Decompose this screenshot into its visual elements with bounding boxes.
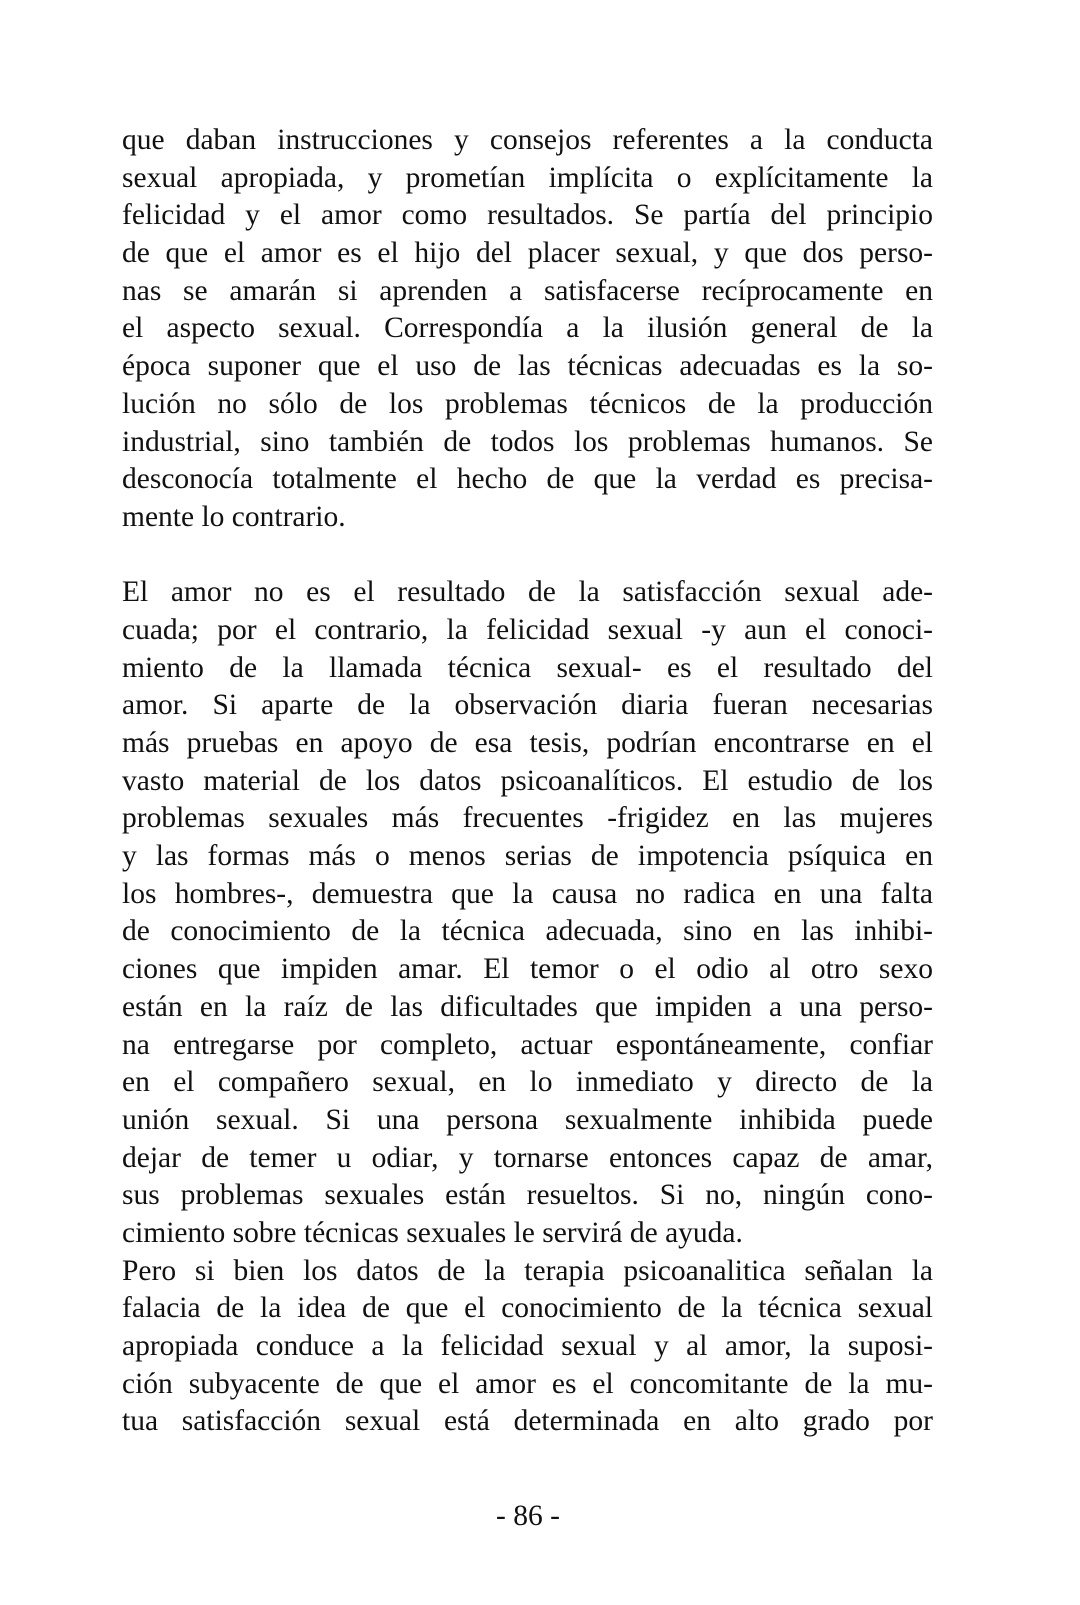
text-line: mente lo contrario.	[122, 500, 346, 533]
text-line: desconocía totalmente el hecho de que la verdad es precisa-	[122, 463, 933, 496]
text-line: felicidad y el amor como resultados. Se partía del principio	[122, 199, 933, 232]
text-line: amor. Si aparte de la observación diaria fueran necesarias	[122, 689, 933, 722]
paragraph-gap	[122, 537, 933, 575]
text-line: de conocimiento de la técnica adecuada, sino en las inhibi-	[122, 915, 933, 948]
text-line: sus problemas sexuales están resueltos. Si no, ningún cono-	[122, 1179, 933, 1212]
text-line: que daban instrucciones y consejos referentes a la conducta	[122, 124, 933, 156]
paragraph	[122, 122, 933, 537]
text-line: de que el amor es el hijo del placer sexual, y que dos perso-	[122, 237, 933, 270]
text-line: lución no sólo de los problemas técnicos de la producción	[122, 387, 933, 420]
text-line: ciones que impiden amar. El temor o el odio al otro sexo	[122, 953, 933, 986]
text-line: cimiento sobre técnicas sexuales le servirá de ayuda.	[122, 1216, 743, 1249]
text-line: problemas sexuales más frecuentes -frigidez en las mujeres	[122, 802, 933, 835]
text-line: falacia de la idea de que el conocimiento de la técnica sexual	[122, 1292, 933, 1325]
text-line: El amor no es el resultado de la satisfacción sexual ade-	[122, 576, 933, 609]
text-line: nas se amarán si aprenden a satisfacerse recíprocamente en	[122, 274, 933, 307]
text-line: apropiada conduce a la felicidad sexual y al amor, la suposi-	[122, 1330, 933, 1362]
text-line: industrial, sino también de todos los problemas humanos. Se	[122, 425, 933, 458]
text-line: na entregarse por completo, actuar espontáneamente, confiar	[122, 1028, 933, 1061]
text-line: miento de la llamada técnica sexual- es el resultado del	[122, 651, 933, 684]
text-line: y las formas más o menos serias de impotencia psíquica en	[122, 840, 933, 873]
body-text	[122, 122, 933, 1441]
text-line: cuada; por el contrario, la felicidad sexual -y aun el conoci-	[122, 613, 933, 646]
paragraph	[122, 1253, 933, 1441]
text-line: sexual apropiada, y prometían implícita o explícitamente la	[122, 161, 933, 194]
text-line: ción subyacente de que el amor es el concomitante de la mu-	[122, 1367, 933, 1400]
text-line: los hombres-, demuestra que la causa no radica en una falta	[122, 877, 933, 910]
text-line: Pero si bien los datos de la terapia psicoanalitica señalan la	[122, 1254, 933, 1287]
text-line: tua satisfacción sexual está determinada en alto grado por	[122, 1405, 933, 1438]
page-number: - 86 -	[496, 1500, 560, 1532]
paragraph	[122, 574, 933, 1252]
text-line: más pruebas en apoyo de esa tesis, podrían encontrarse en el	[122, 727, 933, 759]
text-line: están en la raíz de las dificultades que impiden a una perso-	[122, 990, 933, 1023]
text-line: dejar de temer u odiar, y tornarse entonces capaz de amar,	[122, 1141, 933, 1174]
text-line: unión sexual. Si una persona sexualmente inhibida puede	[122, 1103, 933, 1136]
text-line: el aspecto sexual. Correspondía a la ilusión general de la	[122, 312, 933, 345]
text-line: época suponer que el uso de las técnicas adecuadas es la so-	[122, 350, 933, 383]
text-line: en el compañero sexual, en lo inmediato y directo de la	[122, 1066, 933, 1099]
text-line: vasto material de los datos psicoanalíticos. El estudio de los	[122, 764, 933, 797]
